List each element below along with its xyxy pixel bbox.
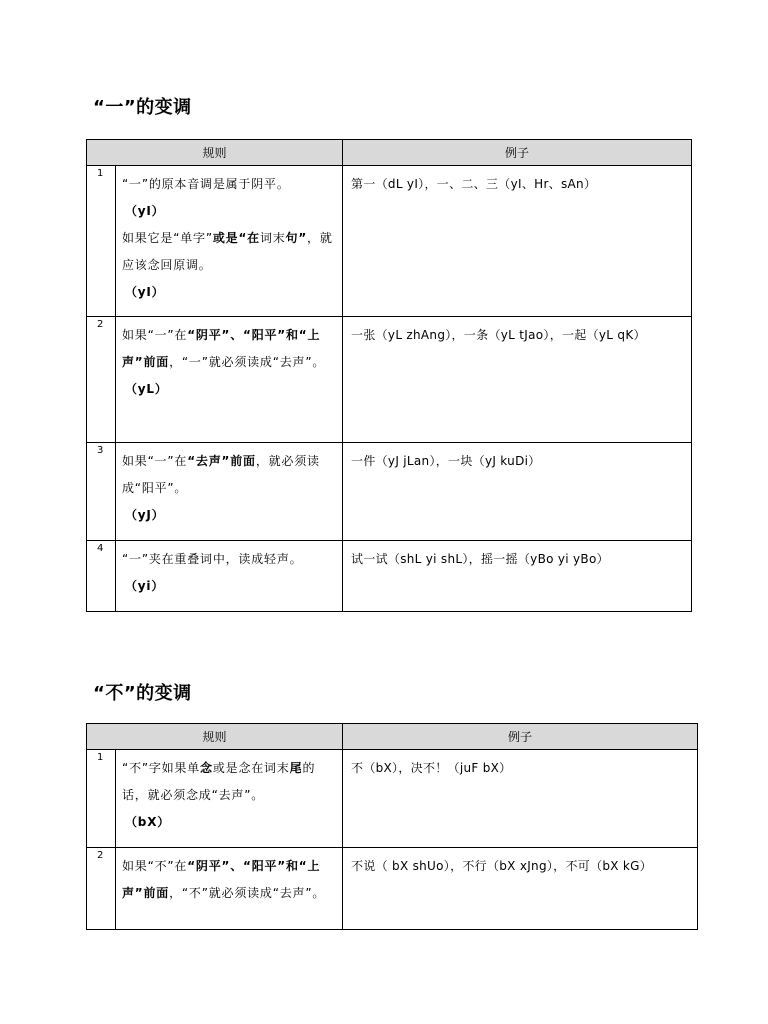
yi-tone-table [86,139,692,612]
row-number: 1 [87,750,116,848]
example-cell: 不（bX），决不！（juF bX） [343,750,698,848]
section-title-bu: “不”的变调 [93,683,192,704]
example-cell: 一张（yL zhAng），一条（yL tJao），一起（yL qK） [343,317,692,443]
row-number: 4 [87,541,116,612]
rule-cell: 如果“一”在“去声”前面，就必须读成“阳平”。 （yJ） [116,443,343,541]
rule-cell: 如果“不”在“阴平”、“阳平”和“上声”前面，“不”就必须读成“去声”。 [116,848,343,930]
table-row [87,848,698,930]
bu-tone-table [86,723,698,930]
header-rule: 规则 [87,140,343,166]
row-number: 3 [87,443,116,541]
rule-cell: “一”夹在重叠词中，读成轻声。 （yi） [116,541,343,612]
section-title-yi: “一”的变调 [93,97,192,118]
table-row [87,541,692,612]
table-row [87,443,692,541]
row-number: 2 [87,848,116,930]
row-number: 1 [87,166,116,317]
header-example: 例子 [343,140,692,166]
example-cell: 不说（ bX shUo），不行（bX xJng），不可（bX kG） [343,848,698,930]
example-cell: 一件（yJ jLan），一块（yJ kuDi） [343,443,692,541]
row-number: 2 [87,317,116,443]
table-row [87,166,692,317]
rule-cell: “一”的原本音调是属于阴平。 （yI） 如果它是“单字”或是“在词末句”，就应该念回原调。 （yI） [116,166,343,317]
example-cell: 第一（dL yI），一、二、三（yI、Hr、sAn） [343,166,692,317]
rule-cell: 如果“一”在“阴平”、“阳平”和“上声”前面，“一”就必须读成“去声”。 （yL） [116,317,343,443]
table-row [87,317,692,443]
example-cell: 试一试（shL yi shL），摇一摇（yBo yi yBo） [343,541,692,612]
rule-cell: “不”字如果单念或是念在词末尾的话，就必须念成“去声”。 （bX） [116,750,343,848]
header-example: 例子 [343,724,698,750]
header-rule: 规则 [87,724,343,750]
table-row [87,750,698,848]
